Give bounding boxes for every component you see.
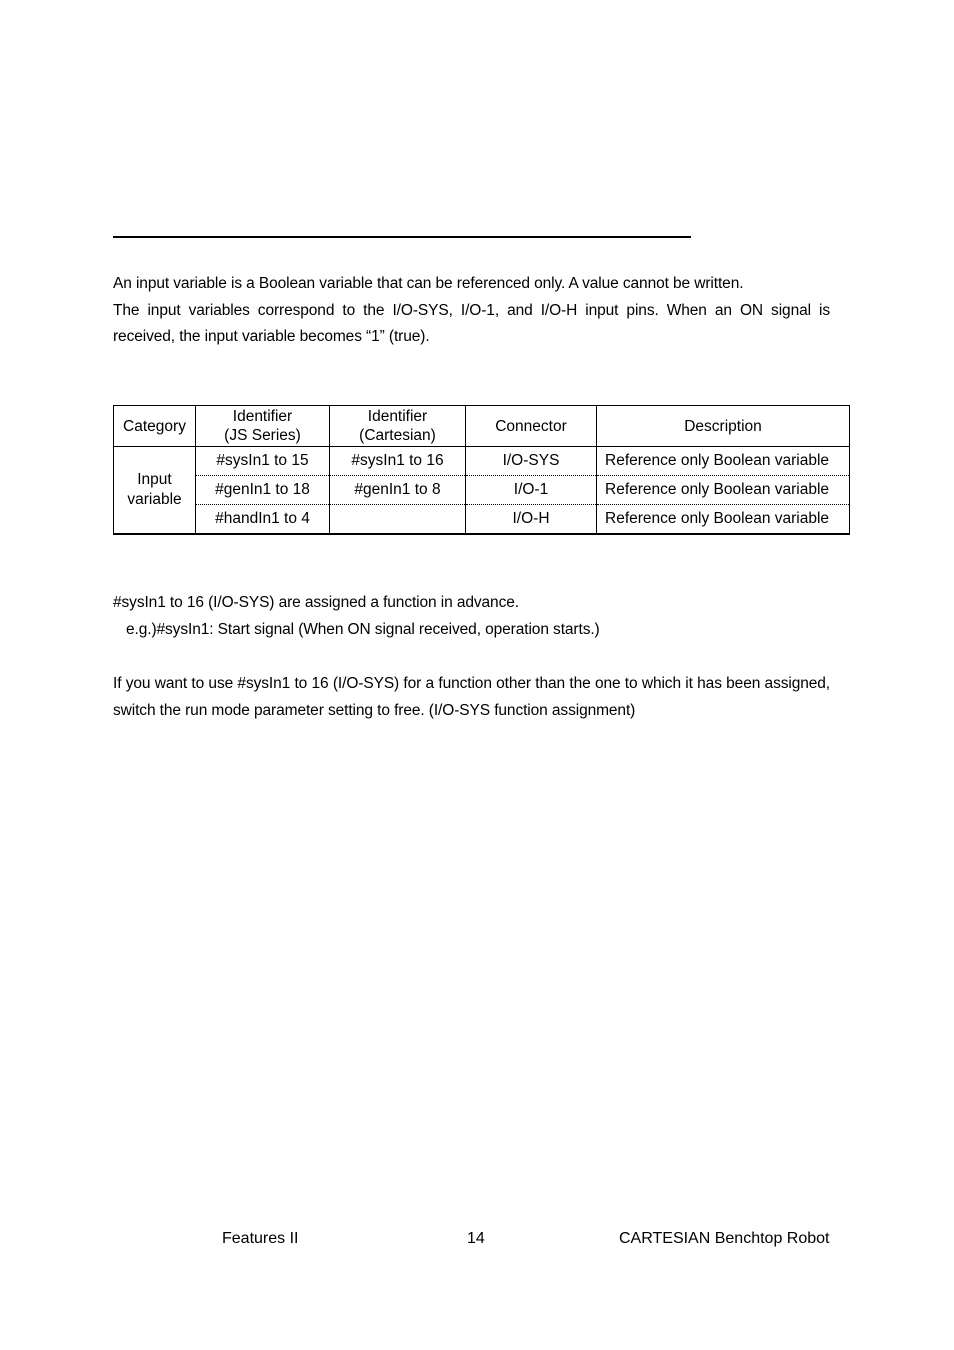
table-header-row bbox=[114, 406, 850, 447]
footer-page-number: 14 bbox=[467, 1230, 485, 1247]
footer-section-name: Features II bbox=[222, 1230, 299, 1247]
header-connector: Connector bbox=[466, 406, 597, 447]
cell-js-identifier: #handIn1 to 4 bbox=[196, 505, 330, 535]
cell-cartesian-identifier bbox=[330, 505, 466, 535]
cell-js-identifier: #genIn1 to 18 bbox=[196, 476, 330, 505]
header-identifier-js: Identifier (JS Series) bbox=[196, 406, 330, 447]
header-identifier-cartesian: Identifier (Cartesian) bbox=[330, 406, 466, 447]
cell-connector: I/O-H bbox=[466, 505, 597, 535]
cell-description: Reference only Boolean variable bbox=[597, 505, 850, 535]
header-description: Description bbox=[597, 406, 850, 447]
input-variable-table bbox=[113, 405, 850, 535]
cell-description: Reference only Boolean variable bbox=[597, 476, 850, 505]
table-row bbox=[114, 476, 850, 505]
cell-cartesian-identifier: #genIn1 to 8 bbox=[330, 476, 466, 505]
footer-product-name: CARTESIAN Benchtop Robot bbox=[619, 1230, 830, 1247]
cell-js-identifier: #sysIn1 to 15 bbox=[196, 447, 330, 476]
category-cell: Input variable bbox=[114, 447, 196, 535]
cell-connector: I/O-1 bbox=[466, 476, 597, 505]
cell-cartesian-identifier: #sysIn1 to 16 bbox=[330, 447, 466, 476]
cell-connector: I/O-SYS bbox=[466, 447, 597, 476]
note-example: e.g.)#sysIn1: Start signal (When ON signal received, operation starts.) bbox=[126, 621, 600, 638]
header-category: Category bbox=[114, 406, 196, 447]
cell-description: Reference only Boolean variable bbox=[597, 447, 850, 476]
intro-text bbox=[113, 271, 830, 351]
intro-line-1: An input variable is a Boolean variable that can be referenced only. A value cannot be written. bbox=[113, 275, 744, 292]
section-title-rule bbox=[113, 236, 691, 238]
table-row bbox=[114, 505, 850, 535]
table-row bbox=[114, 447, 850, 476]
intro-line-2: The input variables correspond to the I/O-SYS, I/O-1, and I/O-H input pins. When an ON signal is received, the input variable becomes “1” (true). bbox=[113, 301, 830, 345]
note-paragraph-2: If you want to use #sysIn1 to 16 (I/O-SYS) for a function other than the one to which it has been assigned, switch the run mode parameter setting to free. (I/O-SYS function assignment) bbox=[113, 675, 830, 719]
note-line-1: #sysIn1 to 16 (I/O-SYS) are assigned a function in advance. bbox=[113, 594, 519, 611]
notes-section bbox=[113, 589, 830, 724]
